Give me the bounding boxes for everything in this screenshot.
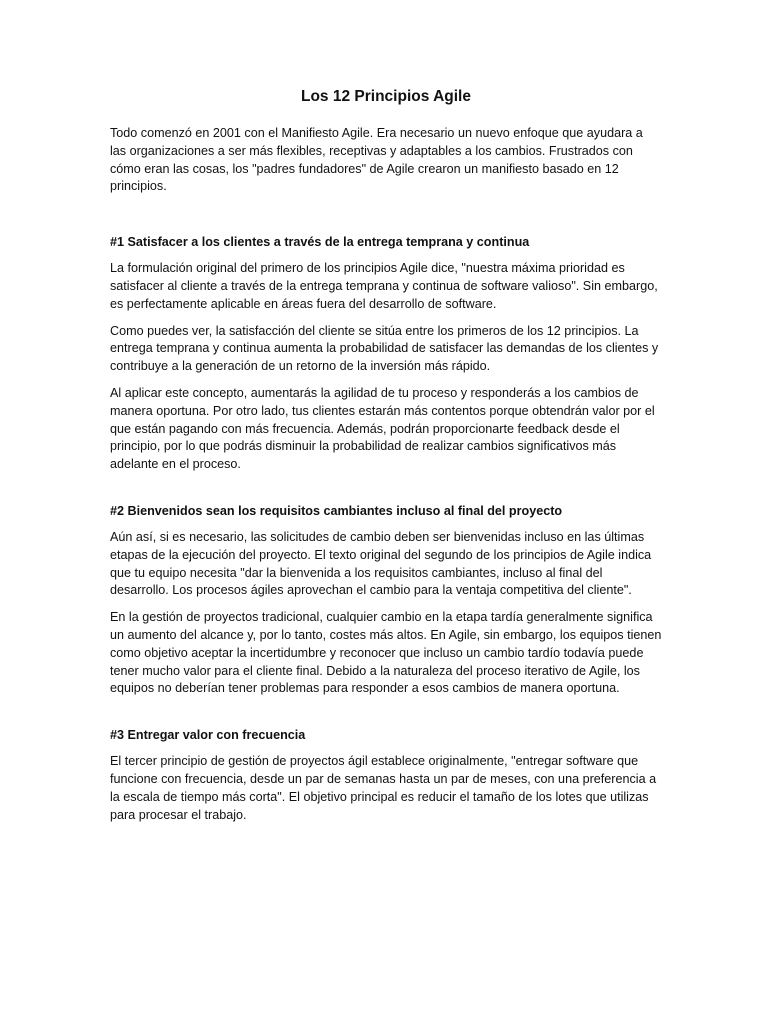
- page-title: Los 12 Principios Agile: [301, 88, 471, 105]
- intro-paragraph: Todo comenzó en 2001 con el Manifiesto Agile. Era necesario un nuevo enfoque que ayudara a las organizaciones a ser más flexibles, receptivas y adaptables a los cambios. Frustrados con cómo eran las cosas, los "padres fundadores" de Agile crearon un manifiesto basado en 12 principios.: [110, 126, 643, 194]
- section-paragraph: El tercer principio de gestión de proyectos ágil establece originalmente, "entregar software que funcione con frecuencia, desde un par de semanas hasta un par de meses, con una preferencia a la escala de tiempo más corta". El objetivo principal es reducir el tamaño de los lotes que utilizas para procesar el trabajo.: [110, 754, 657, 822]
- section-paragraph: En la gestión de proyectos tradicional, cualquier cambio en la etapa tardía generalmente significa un aumento del alcance y, por lo tanto, costes más altos. En Agile, sin embargo, los equipos tienen como objetivo aceptar la incertidumbre y reconocer que incluso un cambio tardío todavía puede tener mucho valor para el cliente final. Debido a la naturaleza del proceso iterativo de Agile, los equipos no deberían tener problemas para responder a esos cambios de manera oportuna.: [110, 610, 662, 696]
- section-heading: #1 Satisfacer a los clientes a través de la entrega temprana y continua: [110, 235, 530, 250]
- section-heading: #3 Entregar valor con frecuencia: [110, 728, 306, 743]
- document-content: [110, 86, 662, 833]
- section-paragraph: Aún así, si es necesario, las solicitudes de cambio deben ser bienvenidas incluso en las últimas etapas de la ejecución del proyecto. El texto original del segundo de los principios de Agile indica que tu equipo necesita "dar la bienvenida a los requisitos cambiantes, incluso al final del desarrollo. Los procesos ágiles aprovechan el cambio para la ventaja competitiva del cliente".: [110, 529, 652, 598]
- section-2: [110, 502, 662, 698]
- section-paragraph: Al aplicar este concepto, aumentarás la agilidad de tu proceso y responderás a los cambios de manera oportuna. Por otro lado, tus clientes estarán más contentos porque obtendrán valor por el que están pagando con más frecuencia. Además, podrán proporcionarte feedback desde el principio, por lo que podrás disminuir la probabilidad de realizar cambios significativos más adelante en el proceso.: [110, 385, 655, 472]
- section-paragraph: La formulación original del primero de los principios Agile dice, "nuestra máxima prioridad es satisfacer al cliente a través de la entrega temprana y continua de software valioso". Sin embargo, es perfectamente aplicable en áreas fuera del desarrollo de software.: [110, 261, 658, 311]
- section-3: [110, 726, 662, 824]
- section-paragraph: Como puedes ver, la satisfacción del cliente se sitúa entre los primeros de los 12 principios. La entrega temprana y continua aumenta la probabilidad de satisfacer las demandas de los clientes y contribuye a la generación de un retorno de la inversión más rápido.: [110, 323, 659, 374]
- section-heading: #2 Bienvenidos sean los requisitos cambiantes incluso al final del proyecto: [110, 503, 563, 518]
- section-1: [110, 233, 662, 474]
